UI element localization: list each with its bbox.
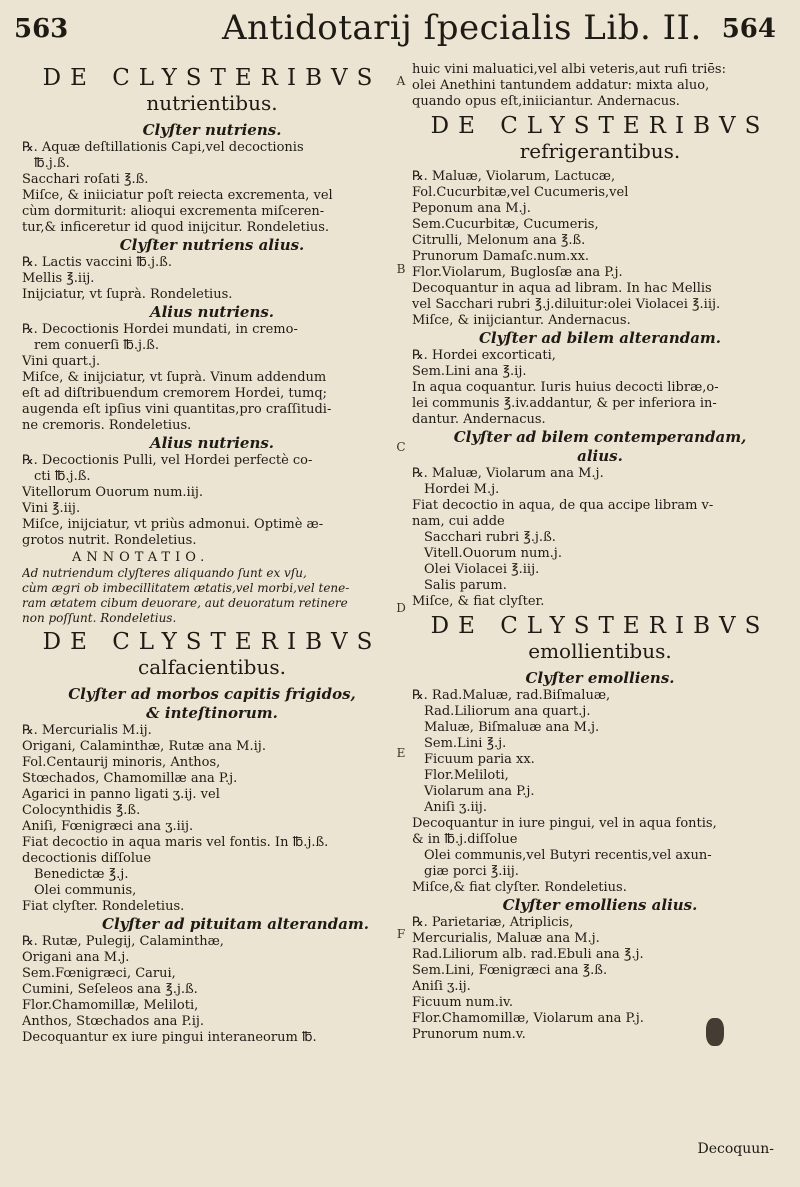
text-line: giæ porci ℥.iij. <box>424 864 519 879</box>
right-column <box>412 62 788 1169</box>
text-line: & in ℔.j.diſſolue <box>412 832 518 847</box>
text-line: Aniſi ʒ.ij. <box>412 979 471 994</box>
text-line: Benedictæ ℥.j. <box>34 867 129 882</box>
section-heading: DE CLYSTERIBVS <box>430 113 770 139</box>
text-line: Inijciatur, vt ſuprà. Rondeletius. <box>22 287 233 302</box>
margin-letter-e: E <box>396 746 406 760</box>
text-line: Olei communis,vel Butyri recentis,vel axun- <box>424 848 712 863</box>
text-line: Mellis ℥.iij. <box>22 271 95 286</box>
margin-letter-a: A <box>396 74 406 88</box>
text-line: Aniſi ʒ.iij. <box>424 800 487 815</box>
text-line: Violarum ana P.j. <box>424 784 535 799</box>
text-line: Olei communis, <box>34 883 137 898</box>
text-line: Vini ℥.iij. <box>22 501 81 516</box>
section-subheading: nutrientibus. <box>146 91 278 115</box>
text-line: Origani, Calaminthæ, Rutæ ana M.ij. <box>22 739 266 754</box>
text-line: Miſce, & inijciantur. Andernacus. <box>412 313 631 328</box>
text-line: ℞. Maluæ, Violarum, Lactucæ, <box>412 169 616 184</box>
text-line: ℞. Aquæ deſtillationis Capi,vel decoctionis <box>22 140 304 155</box>
text-line: tur,& inficeretur id quod inijcitur. Rondeletius. <box>22 220 330 235</box>
text-line: eſt ad diſtribuendum cremorem Hordei, tumq; <box>22 386 328 401</box>
text-line: ℞. Lactis vaccini ℔.j.ß. <box>22 255 172 270</box>
text-line: Colocynthidis ℥.ß. <box>22 803 141 818</box>
text-line: Olei Violacei ℥.iij. <box>424 562 540 577</box>
catchword: Decoquun- <box>697 1141 774 1157</box>
text-line: ℞. Rad.Maluæ, rad.Biſmaluæ, <box>412 688 611 703</box>
text-line: Decoquantur in iure pingui, vel in aqua fontis, <box>412 816 717 831</box>
text-line: Rad.Liliorum alb. rad.Ebuli ana ℥.j. <box>412 947 644 962</box>
text-line: Vitellorum Ouorum num.iij. <box>22 485 204 500</box>
text-line: Agarici in panno ligati ʒ.ij. vel <box>22 787 220 802</box>
recipe-title: Clyſter ad pituitam alterandam. <box>102 915 370 933</box>
text-line: Mercurialis, Maluæ ana M.j. <box>412 931 600 946</box>
text-line: Decoquantur ex iure pingui interaneorum ℔. <box>22 1030 317 1045</box>
text-line: Miſce,& fiat clyſter. Rondeletius. <box>412 880 627 895</box>
text-line: ℞. Rutæ, Pulegij, Calaminthæ, <box>22 934 224 949</box>
text-line: Sem.Cucurbitæ, Cucumeris, <box>412 217 599 232</box>
recipe-title: Clyſter nutriens. <box>142 121 282 139</box>
running-header <box>0 4 800 54</box>
text-line: Fiat decoctio in aqua, de qua accipe libram v- <box>412 498 714 513</box>
section-heading: DE CLYSTERIBVS <box>42 629 382 655</box>
text-line: quando opus eſt,iniiciantur. Andernacus. <box>412 94 680 109</box>
left-column <box>22 62 402 1169</box>
recipe-title: Alius nutriens. <box>149 303 275 321</box>
text-line: Maluæ, Biſmaluæ ana M.j. <box>424 720 600 735</box>
text-line: Origani ana M.j. <box>22 950 130 965</box>
running-title: Antidotarij ſpecialis Lib. II. <box>222 8 702 48</box>
section-subheading: emollientibus. <box>528 639 672 663</box>
text-line: Citrulli, Melonum ana ℥.ß. <box>412 233 586 248</box>
recipe-title: Clyſter ad bilem contemperandam, <box>453 428 747 446</box>
note-line: Ad nutriendum clyſteres aliquando ſunt ex vſu, <box>22 566 307 580</box>
recipe-title: Clyſter nutriens alius. <box>119 236 305 254</box>
recipe-title: Clyſter emolliens alius. <box>502 896 698 914</box>
text-line: grotos nutrit. Rondeletius. <box>22 533 197 548</box>
text-line: Sem.Fœnigræci, Carui, <box>22 966 176 981</box>
text-line: lei communis ℥.iv.addantur, & per inferiora in- <box>412 396 717 411</box>
text-line: Vini quart.j. <box>22 354 101 369</box>
text-line: ℞. Hordei excorticati, <box>412 348 556 363</box>
text-line: Flor.Chamomillæ, Meliloti, <box>22 998 199 1013</box>
note-line: non poſſunt. Rondeletius. <box>22 611 177 625</box>
text-line: ℞. Decoctionis Pulli, vel Hordei perfectè co- <box>22 453 313 468</box>
text-line: Salis parum. <box>424 578 507 593</box>
text-line: ℔.j.ß. <box>34 156 70 171</box>
recipe-title: alius. <box>577 447 623 465</box>
text-line: Miſce, inijciatur, vt priùs admonui. Optimè æ- <box>22 517 324 532</box>
text-line: augenda eſt ipſius vini quantitas,pro craſſitudi- <box>22 402 332 417</box>
text-line: decoctionis diſſolue <box>22 851 152 866</box>
text-line: Aniſi, Fœnigræci ana ʒ.iij. <box>22 819 194 834</box>
page-number-left: 563 <box>14 14 69 44</box>
text-line: Fiat clyſter. Rondeletius. <box>22 899 185 914</box>
text-line: olei Anethini tantundem addatur: mixta aluo, <box>412 78 710 93</box>
text-line: vel Sacchari rubri ℥.j.diluitur:olei Violacei ℥.iij. <box>412 297 721 312</box>
recipe-title: Clyſter emolliens. <box>525 669 675 687</box>
text-line: Anthos, Stœchados ana P.ij. <box>22 1014 205 1029</box>
text-line: Flor.Meliloti, <box>424 768 509 783</box>
text-line: Sem.Lini, Fœnigræci ana ℥.ß. <box>412 963 608 978</box>
text-line: ℞. Mercurialis M.ij. <box>22 723 152 738</box>
text-line: Ficuum num.iv. <box>412 995 513 1010</box>
text-line: Miſce, & fiat clyſter. <box>412 594 545 609</box>
text-line: Miſce, & iniiciatur poſt reiecta excrementa, vel <box>22 188 333 203</box>
text-line: Prunorum num.v. <box>412 1027 526 1042</box>
text-line: ℞. Decoctionis Hordei mundati, in cremo- <box>22 322 298 337</box>
text-line: huic vini maluatici,vel albi veteris,aut rufi triēs: <box>412 62 726 77</box>
recipe-title: Clyſter ad morbos capitis frigidos, <box>68 685 356 703</box>
text-line: dantur. Andernacus. <box>412 412 546 427</box>
text-line: Cumini, Seſeleos ana ℥.j.ß. <box>22 982 198 997</box>
text-line: nam, cui adde <box>412 514 505 529</box>
text-line: rem conuerſi ℔.j.ß. <box>34 338 159 353</box>
recipe-title: Alius nutriens. <box>149 434 275 452</box>
margin-letter-d: D <box>396 601 406 615</box>
recipe-title: & inteſtinorum. <box>146 704 278 722</box>
text-line: Flor.Chamomillæ, Violarum ana P.j. <box>412 1011 644 1026</box>
text-line: Flor.Violarum, Buglosſæ ana P.j. <box>412 265 623 280</box>
text-line: Hordei M.j. <box>424 482 500 497</box>
section-heading: DE CLYSTERIBVS <box>430 613 770 639</box>
text-line: Stœchados, Chamomillæ ana P.j. <box>22 771 238 786</box>
text-line: Sem.Lini ℥.j. <box>424 736 507 751</box>
text-line: Ficuum paria xx. <box>424 752 535 767</box>
text-line: Vitell.Ouorum num.j. <box>424 546 562 561</box>
page-number-right: 564 <box>721 14 776 44</box>
text-line: Prunorum Damaſc.num.xx. <box>412 249 590 264</box>
text-line: cti ℔.j.ß. <box>34 469 91 484</box>
margin-letter-b: B <box>396 262 406 276</box>
section-subheading: calfacientibus. <box>138 655 286 679</box>
text-line: Rad.Liliorum ana quart.j. <box>424 704 591 719</box>
text-line: Sem.Lini ana ℥.ij. <box>412 364 527 379</box>
text-line: Fol.Cucurbitæ,vel Cucumeris,vel <box>412 185 629 200</box>
text-line: Miſce, & inijciatur, vt ſuprà. Vinum addendum <box>22 370 327 385</box>
text-line: Fiat decoctio in aqua maris vel fontis. In ℔.j.ß. <box>22 835 329 850</box>
margin-letter-f: F <box>396 927 406 941</box>
text-line: ℞. Parietariæ, Atriplicis, <box>412 915 574 930</box>
text-line: In aqua coquantur. Iuris huius decocti libræ,o- <box>412 380 719 395</box>
text-line: Sacchari rubri ℥.j.ß. <box>424 530 556 545</box>
text-line: ne cremoris. Rondeletius. <box>22 418 192 433</box>
section-heading: DE CLYSTERIBVS <box>42 65 382 91</box>
text-line: ℞. Maluæ, Violarum ana M.j. <box>412 466 604 481</box>
text-line: Fol.Centaurij minoris, Anthos, <box>22 755 221 770</box>
text-line: Decoquantur in aqua ad libram. In hac Mellis <box>412 281 712 296</box>
ink-blot <box>706 1018 724 1046</box>
annotation-heading: ANNOTATIO. <box>72 550 210 565</box>
section-subheading: refrigerantibus. <box>519 139 681 163</box>
margin-letter-c: C <box>396 440 406 454</box>
recipe-title: Clyſter ad bilem alterandam. <box>478 329 722 347</box>
note-line: cùm ægri ob imbecillitatem ætatis,vel morbi,vel tene- <box>22 581 350 595</box>
note-line: ram ætatem cibum deuorare, aut deuoratum retinere <box>22 596 348 610</box>
text-line: Sacchari roſati ℥.ß. <box>22 172 149 187</box>
text-line: cùm dormiturit: alioqui excrementa miſceren- <box>22 204 325 219</box>
text-line: Peponum ana M.j. <box>412 201 531 216</box>
